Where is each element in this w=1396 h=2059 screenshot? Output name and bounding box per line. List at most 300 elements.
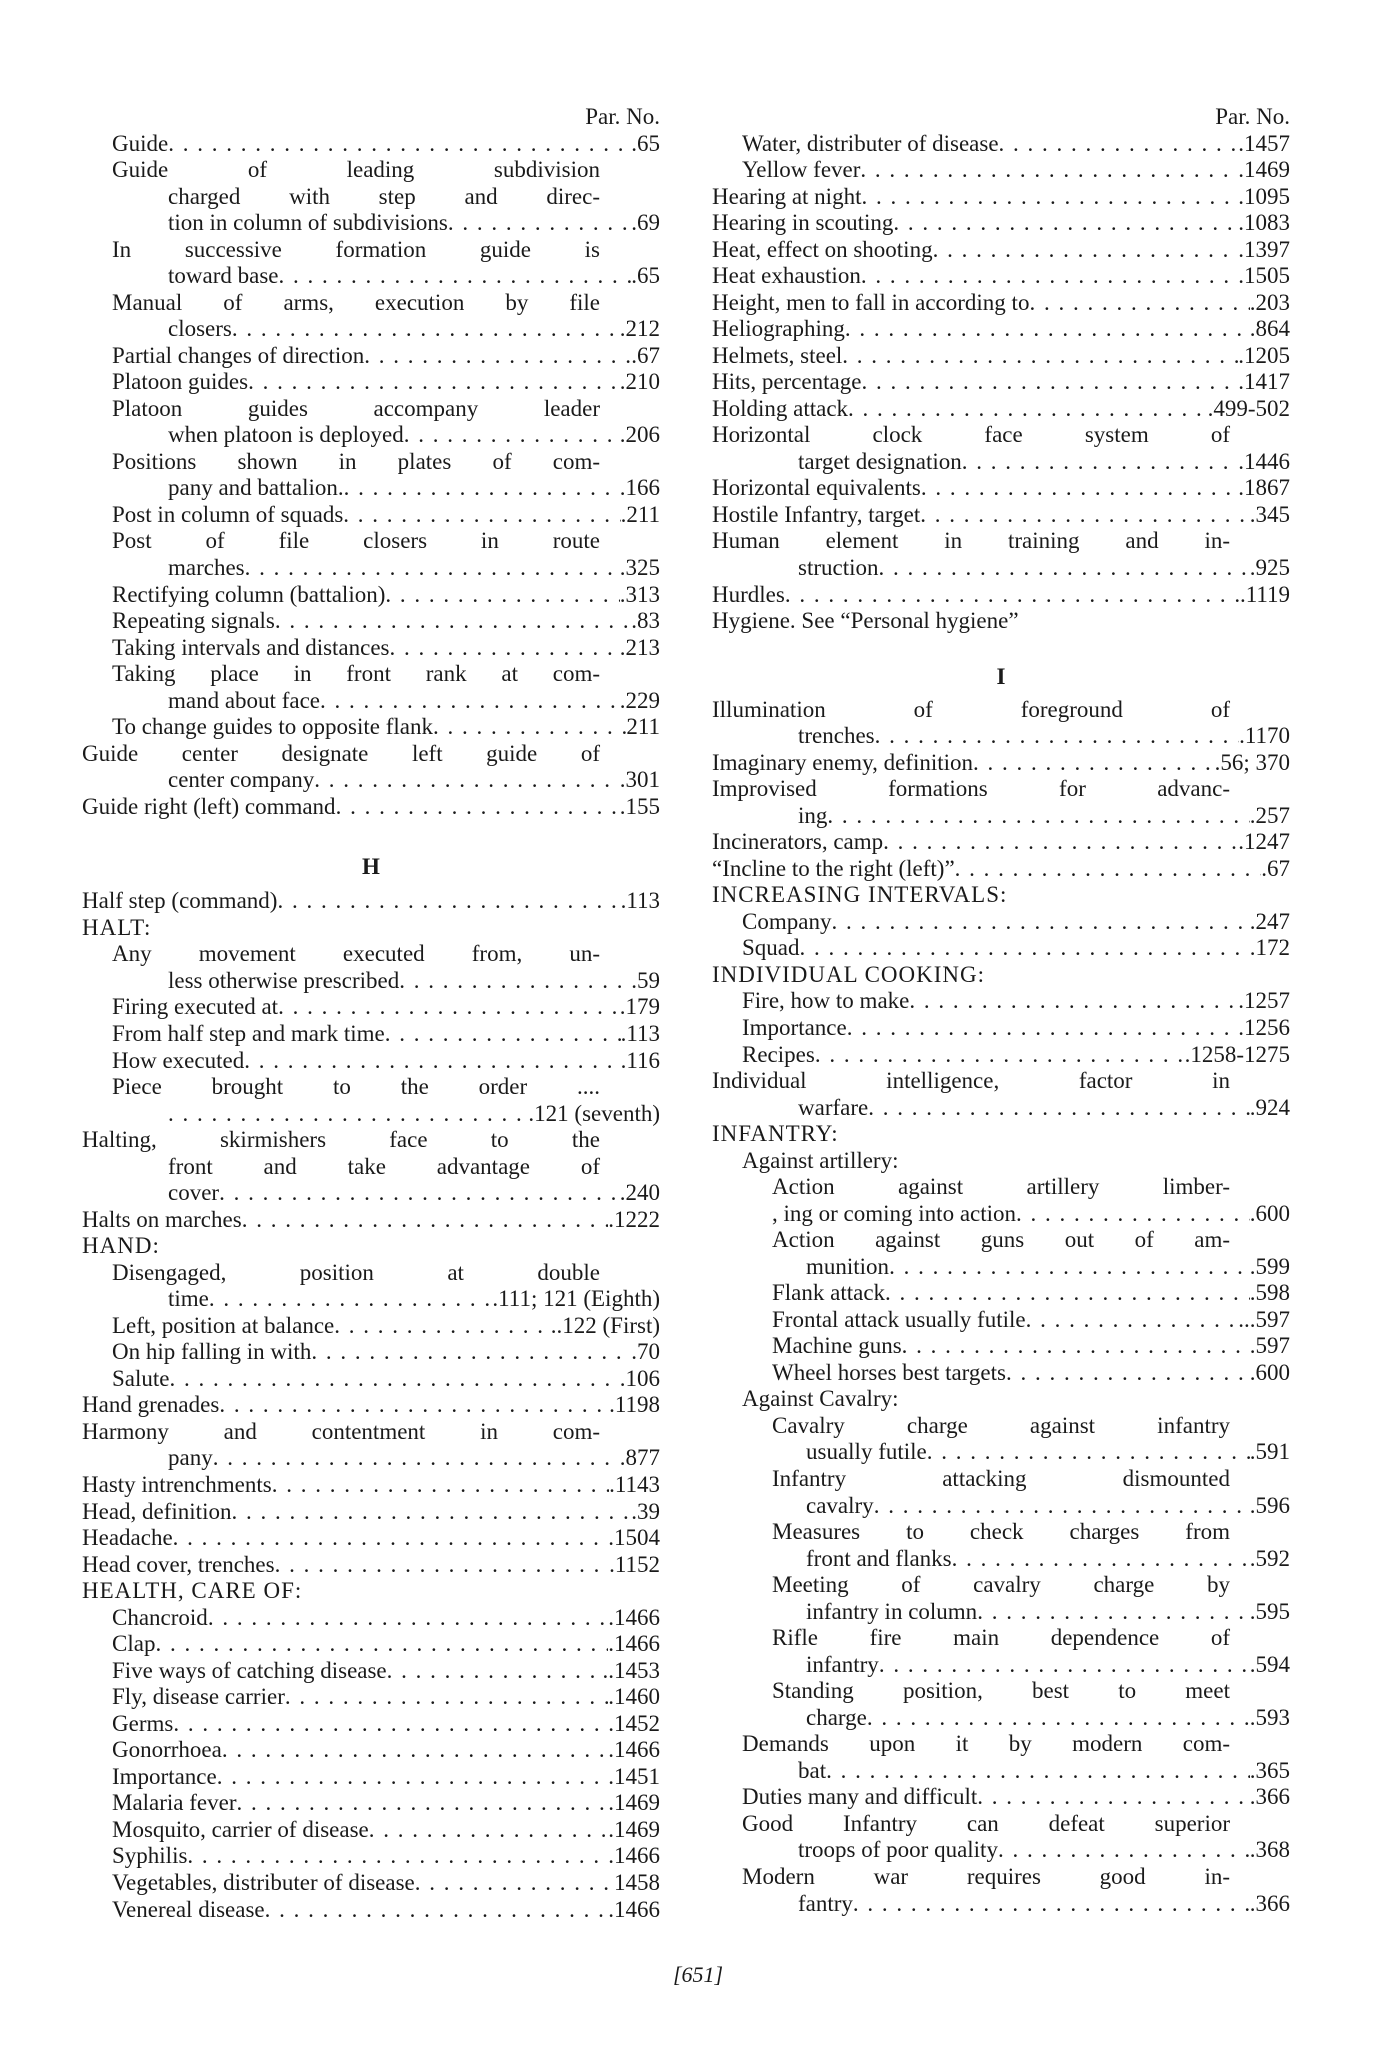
index-entry-line — [82, 1048, 660, 1075]
index-entry-line — [82, 1552, 660, 1579]
paragraph-number: .1256 — [1238, 1014, 1290, 1040]
dot-leader — [1006, 1360, 1250, 1387]
entry-text: In successive formation guide is — [112, 236, 600, 262]
dot-leader — [861, 184, 1238, 211]
entry-text: Post of file closers in route — [112, 528, 600, 554]
index-entry-line — [82, 1790, 660, 1817]
entry-text: Guide — [112, 130, 169, 156]
dot-leader — [893, 210, 1238, 237]
dot-leader — [311, 1339, 631, 1366]
paragraph-number: .67 — [1261, 855, 1290, 881]
entry-text: Improvised formations for advanc- — [712, 776, 1230, 802]
dot-leader — [955, 856, 1262, 883]
dot-leader — [385, 582, 619, 609]
entry-text: Infantry attacking dismounted — [772, 1466, 1230, 1491]
paragraph-number: .1095 — [1238, 183, 1290, 209]
dot-leader — [875, 723, 1239, 750]
entry-text: Squad — [742, 935, 800, 961]
index-entry-line — [82, 1605, 660, 1632]
entry-text: Hearing in scouting — [712, 210, 894, 236]
section-heading-i: I — [996, 663, 1006, 689]
entry-text: Cavalry charge against infantry — [772, 1412, 1230, 1438]
index-entry-line — [82, 449, 660, 476]
dot-leader — [232, 316, 620, 343]
index-entry-line — [82, 1260, 660, 1287]
index-entry-line — [82, 475, 660, 502]
paragraph-number: .70 — [631, 1339, 660, 1365]
index-entry-line — [82, 714, 660, 741]
index-entry-line — [712, 1254, 1290, 1281]
index-entry-line — [82, 502, 660, 529]
entry-text: Left, position at balance — [112, 1312, 335, 1338]
index-entry-line — [712, 343, 1290, 370]
index-entry-line — [82, 1817, 660, 1844]
index-entry-line — [712, 962, 1290, 989]
entry-text: Measures to check charges from — [772, 1519, 1230, 1545]
index-entry-line — [82, 237, 660, 264]
paragraph-number: .366 — [1249, 1890, 1290, 1916]
entry-text: charge — [806, 1704, 867, 1730]
dot-leader — [885, 1280, 1250, 1307]
dot-leader — [815, 1042, 1185, 1069]
entry-text: Hasty intrenchments — [82, 1472, 272, 1497]
index-entry-line — [82, 794, 660, 821]
index-entry-line — [712, 697, 1290, 724]
dot-leader — [998, 1837, 1250, 1864]
index-entry-line — [82, 1233, 660, 1260]
entry-text: fantry — [798, 1890, 853, 1916]
entry-text: Individual intelligence, factor in — [712, 1068, 1230, 1094]
dot-leader — [314, 767, 620, 794]
paragraph-number: .366 — [1249, 1784, 1290, 1810]
entry-text: Head cover, trenches — [82, 1551, 275, 1577]
index-entry-line — [712, 1493, 1290, 1520]
dot-leader — [879, 555, 1250, 582]
index-entry-line — [712, 555, 1290, 582]
entry-text: Helmets, steel — [712, 342, 843, 368]
paragraph-number: .594 — [1249, 1651, 1290, 1677]
dot-leader — [848, 396, 1208, 423]
index-entry-line — [82, 1499, 660, 1526]
entry-text: Hygiene. See “Personal hygiene” — [712, 608, 1019, 634]
paragraph-number: .1505 — [1238, 263, 1290, 289]
entry-text: Horizontal equivalents — [712, 475, 921, 501]
entry-text: Post in column of squads — [112, 501, 344, 527]
entry-text: Recipes — [742, 1041, 815, 1067]
index-entry-line — [712, 1891, 1290, 1918]
paragraph-number: .499-502 — [1207, 395, 1290, 421]
index-entry-line — [712, 723, 1290, 750]
entry-text: Importance — [742, 1014, 847, 1040]
dot-leader — [977, 1784, 1249, 1811]
index-entry-line — [82, 1843, 660, 1870]
entry-text: Rifle fire main dependence of — [772, 1625, 1230, 1651]
index-entry-line — [82, 396, 660, 423]
dot-leader — [415, 1870, 614, 1897]
entry-text: Germs — [112, 1710, 174, 1736]
dot-leader — [242, 1207, 609, 1234]
entry-text: mand about face — [168, 687, 320, 713]
paragraph-number: .240 — [619, 1180, 660, 1206]
paragraph-number: .593 — [1249, 1704, 1290, 1730]
dot-leader — [399, 968, 631, 995]
paragraph-number: .116 — [620, 1047, 660, 1073]
index-entry-line — [82, 994, 660, 1021]
dot-leader — [168, 131, 631, 158]
entry-text: On hip falling in with — [112, 1339, 312, 1365]
dot-leader — [277, 888, 620, 915]
entry-text: infantry — [806, 1651, 879, 1677]
entry-text: Meeting of cavalry charge by — [772, 1572, 1230, 1598]
index-entry-line — [82, 1127, 660, 1154]
index-entry-line — [712, 909, 1290, 936]
entries-h — [82, 888, 660, 1923]
par-no-header: Par. No. — [1215, 104, 1290, 129]
paragraph-number: .1258-1275 — [1184, 1041, 1290, 1067]
entry-text: struction — [798, 555, 879, 580]
entry-text: Disengaged, position at double — [112, 1259, 600, 1285]
entry-text: INFANTRY: — [712, 1121, 839, 1147]
entry-text: Halts on marches — [82, 1206, 242, 1232]
index-entry-line — [82, 635, 660, 662]
index-entry-line — [82, 1684, 660, 1711]
index-entry-line — [82, 184, 660, 211]
dot-leader — [404, 422, 620, 449]
entry-text: Guide of leading subdivision — [112, 157, 600, 183]
index-entry-line — [712, 1280, 1290, 1307]
index-entry-line — [82, 1870, 660, 1897]
dot-leader — [861, 369, 1238, 396]
entry-text: Half step (command) — [82, 888, 278, 914]
entry-text: Action against guns out of am- — [772, 1227, 1230, 1253]
entry-text: Venereal disease — [112, 1896, 265, 1922]
index-entry-line — [712, 210, 1290, 237]
entry-text: Halting, skirmishers face to the — [82, 1127, 600, 1153]
entry-text: charged with step and direc- — [168, 183, 600, 209]
paragraph-number: .203 — [1249, 289, 1290, 315]
paragraph-number: .229 — [619, 687, 660, 713]
index-entry-line — [82, 1339, 660, 1366]
paragraph-number: .301 — [619, 767, 660, 793]
paragraph-number: .1466 — [608, 1896, 660, 1922]
paragraph-number: .39 — [631, 1498, 660, 1524]
entry-text: INDIVIDUAL COOKING: — [712, 961, 986, 987]
dot-leader — [842, 343, 1238, 370]
entry-text: Repeating signals — [112, 608, 275, 634]
entry-text: HAND: — [82, 1233, 160, 1259]
entry-text: infantry in column — [806, 1598, 978, 1624]
dot-leader — [275, 1552, 610, 1579]
index-entry-line — [82, 528, 660, 555]
index-entry-line — [712, 1678, 1290, 1705]
dot-leader — [231, 1499, 631, 1526]
index-entry-line — [712, 184, 1290, 211]
index-entry-line — [712, 608, 1290, 635]
entry-text: Rectifying column (battalion) — [112, 581, 386, 607]
index-entry-line — [712, 1439, 1290, 1466]
paragraph-number: .1469 — [1238, 157, 1290, 183]
paragraph-number: .1152 — [609, 1551, 660, 1577]
entry-text: ing — [798, 802, 828, 828]
entry-text: Hits, percentage — [712, 369, 862, 395]
entry-text: Partial changes of direction — [112, 342, 365, 368]
paragraph-number: .591 — [1249, 1439, 1290, 1465]
index-column-right — [712, 104, 1290, 1917]
index-entry-line — [712, 882, 1290, 909]
dot-leader — [245, 555, 620, 582]
entry-text: Mosquito, carrier of disease — [112, 1816, 369, 1842]
paragraph-number: .121 (seventh) — [528, 1100, 660, 1126]
entry-text: To change guides to opposite flank — [112, 714, 433, 740]
index-entry-line — [82, 1578, 660, 1605]
entry-text: front and take advantage of — [168, 1153, 600, 1179]
index-entry-line — [82, 290, 660, 317]
entry-text: Clap — [112, 1631, 156, 1657]
index-entry-line — [82, 369, 660, 396]
paragraph-number: .1451 — [608, 1763, 660, 1789]
entry-text: Flank attack — [772, 1280, 886, 1306]
entry-text: HALT: — [82, 914, 152, 940]
dot-leader — [209, 1286, 493, 1313]
dot-leader — [977, 1599, 1250, 1626]
paragraph-number: .368 — [1249, 1837, 1290, 1863]
entry-text: marches — [168, 555, 245, 580]
paragraph-number: .1257 — [1238, 988, 1290, 1014]
index-entry-line — [712, 1015, 1290, 1042]
paragraph-number: .67 — [631, 342, 660, 368]
paragraph-number: .1417 — [1238, 369, 1290, 395]
paragraph-number: .1469 — [608, 1816, 660, 1842]
index-entry-line — [712, 776, 1290, 803]
index-column-left — [82, 104, 660, 1923]
entry-text: Demands upon it by modern com- — [742, 1731, 1230, 1757]
dot-leader — [999, 131, 1239, 158]
paragraph-number: .155 — [619, 793, 660, 819]
entry-text: Piece brought to the order .... — [112, 1074, 600, 1100]
par-no-header: Par. No. — [585, 104, 660, 129]
entry-text: warfare — [798, 1094, 869, 1120]
index-entry-line — [82, 1631, 660, 1658]
entry-text: Illumination of foreground of — [712, 696, 1230, 722]
entry-text: Guide center designate left guide of — [82, 740, 600, 766]
index-entry-line — [712, 1519, 1290, 1546]
paragraph-number: .598 — [1249, 1280, 1290, 1306]
dot-leader — [927, 1439, 1250, 1466]
paragraph-number: .1222 — [608, 1206, 660, 1232]
dot-leader — [387, 1658, 603, 1685]
dot-leader — [390, 635, 620, 662]
dot-leader — [336, 794, 620, 821]
paragraph-number: .1867 — [1238, 475, 1290, 501]
dot-leader — [1026, 1307, 1239, 1334]
paragraph-number: .1452 — [608, 1710, 660, 1736]
dot-leader — [213, 1445, 620, 1472]
dot-leader — [902, 1333, 1250, 1360]
index-entry-line — [82, 555, 660, 582]
index-entry-line — [82, 1366, 660, 1393]
entry-text: Guide right (left) command — [82, 793, 336, 819]
dot-leader — [868, 1095, 1250, 1122]
index-entry-line — [82, 1180, 660, 1207]
paragraph-number: .59 — [631, 967, 660, 993]
entry-text: Yellow fever — [742, 157, 861, 183]
dot-leader — [237, 1790, 609, 1817]
index-entry-line — [82, 343, 660, 370]
index-entry-line — [82, 1207, 660, 1234]
paragraph-number: .864 — [1249, 316, 1290, 342]
index-entry-line — [712, 422, 1290, 449]
index-entry-line — [82, 1445, 660, 1472]
dot-leader — [222, 1737, 608, 1764]
paragraph-number: .65 — [631, 263, 660, 289]
index-entry-line — [712, 1095, 1290, 1122]
index-entry-line — [712, 1201, 1290, 1228]
paragraph-number: .592 — [1249, 1545, 1290, 1571]
dot-leader — [265, 1897, 609, 1924]
entry-text: when platoon is deployed — [168, 422, 404, 448]
entry-text: Any movement executed from, un- — [112, 941, 600, 967]
index-entry-line — [712, 1148, 1290, 1175]
entry-text: Gonorrhoea — [112, 1737, 222, 1763]
dot-leader — [320, 688, 620, 715]
index-entry-line — [712, 1599, 1290, 1626]
entries-i — [712, 697, 1290, 1917]
index-entry-line — [82, 1737, 660, 1764]
entry-text: closers — [168, 316, 232, 342]
dot-leader — [170, 1366, 620, 1393]
index-entry-line — [712, 1837, 1290, 1864]
dot-leader — [155, 1631, 608, 1658]
index-entry-line — [712, 1068, 1290, 1095]
index-entry-line — [82, 915, 660, 942]
paragraph-number: .65 — [631, 130, 660, 156]
paragraph-number: .113 — [620, 888, 660, 914]
dot-leader — [933, 237, 1239, 264]
entry-text: Wheel horses best targets — [772, 1359, 1006, 1385]
entry-text: Company — [742, 908, 832, 934]
index-entry-line — [82, 1286, 660, 1313]
paragraph-number: .1083 — [1238, 210, 1290, 236]
paragraph-number: .210 — [619, 369, 660, 395]
dot-leader — [845, 316, 1250, 343]
entry-text: Positions shown in plates of com- — [112, 448, 600, 474]
entry-text: pany and battalion. — [168, 475, 344, 501]
entry-text: Frontal attack usually futile — [772, 1306, 1026, 1332]
dot-leader — [275, 608, 631, 635]
entry-text: pany — [168, 1445, 213, 1471]
index-entry-line — [712, 803, 1290, 830]
index-entry-line — [712, 582, 1290, 609]
index-entry-line — [712, 988, 1290, 1015]
entry-text: , ing or coming into action — [772, 1200, 1017, 1226]
index-entry-line — [712, 369, 1290, 396]
index-entry-line — [712, 1042, 1290, 1069]
index-entry-line — [712, 1625, 1290, 1652]
entry-text: Action against artillery limber- — [772, 1174, 1230, 1200]
index-entry-line — [712, 935, 1290, 962]
index-entry-line — [712, 750, 1290, 777]
index-entry-line — [712, 290, 1290, 317]
paragraph-number: .365 — [1249, 1757, 1290, 1783]
index-entry-line — [82, 1711, 660, 1738]
dot-leader — [244, 1048, 620, 1075]
paragraph-number: .179 — [619, 994, 660, 1020]
dot-leader — [285, 1684, 608, 1711]
index-entry-line — [712, 1705, 1290, 1732]
entry-text: Imaginary enemy, definition — [712, 749, 974, 775]
index-entry-line — [712, 1652, 1290, 1679]
dot-leader — [874, 1493, 1250, 1520]
index-entry-line — [82, 1525, 660, 1552]
dot-leader — [173, 1711, 608, 1738]
entry-text: Vegetables, distributer of disease — [112, 1869, 415, 1895]
index-entry-line — [82, 1472, 660, 1499]
entry-text: Hearing at night — [712, 183, 862, 209]
index-entry-line — [82, 316, 660, 343]
entry-text: Hand grenades — [82, 1392, 220, 1418]
entry-text: How executed — [112, 1047, 245, 1073]
entry-text: time — [168, 1286, 209, 1312]
entry-text: Headache — [82, 1525, 173, 1551]
dot-leader — [860, 157, 1238, 184]
paragraph-number: 1458 — [614, 1869, 660, 1895]
entry-text: Height, men to fall in according to — [712, 289, 1030, 315]
paragraph-number: .172 — [1249, 935, 1290, 961]
dot-leader — [883, 829, 1238, 856]
dot-leader — [889, 1254, 1250, 1281]
index-entry-line — [712, 1413, 1290, 1440]
paragraph-number: .56; 370 — [1214, 749, 1290, 775]
entry-text: Five ways of catching disease — [112, 1657, 387, 1683]
index-entry-line — [712, 1546, 1290, 1573]
index-entry-line — [712, 502, 1290, 529]
dot-leader — [827, 803, 1249, 830]
entry-text: Duties many and difficult — [742, 1784, 978, 1810]
index-entry-line — [82, 767, 660, 794]
entry-text: Horizontal clock face system of — [712, 422, 1230, 448]
index-entry-line — [82, 941, 660, 968]
index-entry-line — [82, 1313, 660, 1340]
page-number: [651] — [672, 1962, 724, 1987]
index-entry-line — [712, 1227, 1290, 1254]
dot-leader — [1029, 290, 1249, 317]
entry-text: Hostile Infantry, target — [712, 501, 921, 527]
paragraph-number: .924 — [1249, 1094, 1290, 1120]
entry-text: INCREASING INTERVALS: — [712, 882, 1008, 908]
paragraph-number: ...597 — [1238, 1306, 1290, 1332]
paragraph-number: .345 — [1249, 501, 1290, 527]
index-entry-line — [82, 1658, 660, 1685]
index-entry-line — [712, 1466, 1290, 1493]
dot-leader — [364, 343, 631, 370]
entry-text: Platoon guides — [112, 369, 249, 395]
entry-text: Standing position, best to meet — [772, 1678, 1230, 1704]
dot-leader — [867, 1705, 1250, 1732]
dot-leader — [973, 750, 1215, 777]
index-entry-line — [82, 608, 660, 635]
index-entry-line — [712, 1811, 1290, 1838]
dot-leader — [879, 1652, 1250, 1679]
dot-leader — [248, 369, 620, 396]
index-entry-line — [82, 1021, 660, 1048]
entry-text: Good Infantry can defeat superior — [742, 1810, 1230, 1836]
entry-text: toward base — [168, 263, 279, 289]
entry-text: target designation — [798, 448, 962, 474]
entry-text: Salute — [112, 1365, 170, 1391]
paragraph-number: 211 — [626, 714, 660, 740]
index-entry-line — [82, 1154, 660, 1181]
entry-text: trenches — [798, 723, 875, 749]
